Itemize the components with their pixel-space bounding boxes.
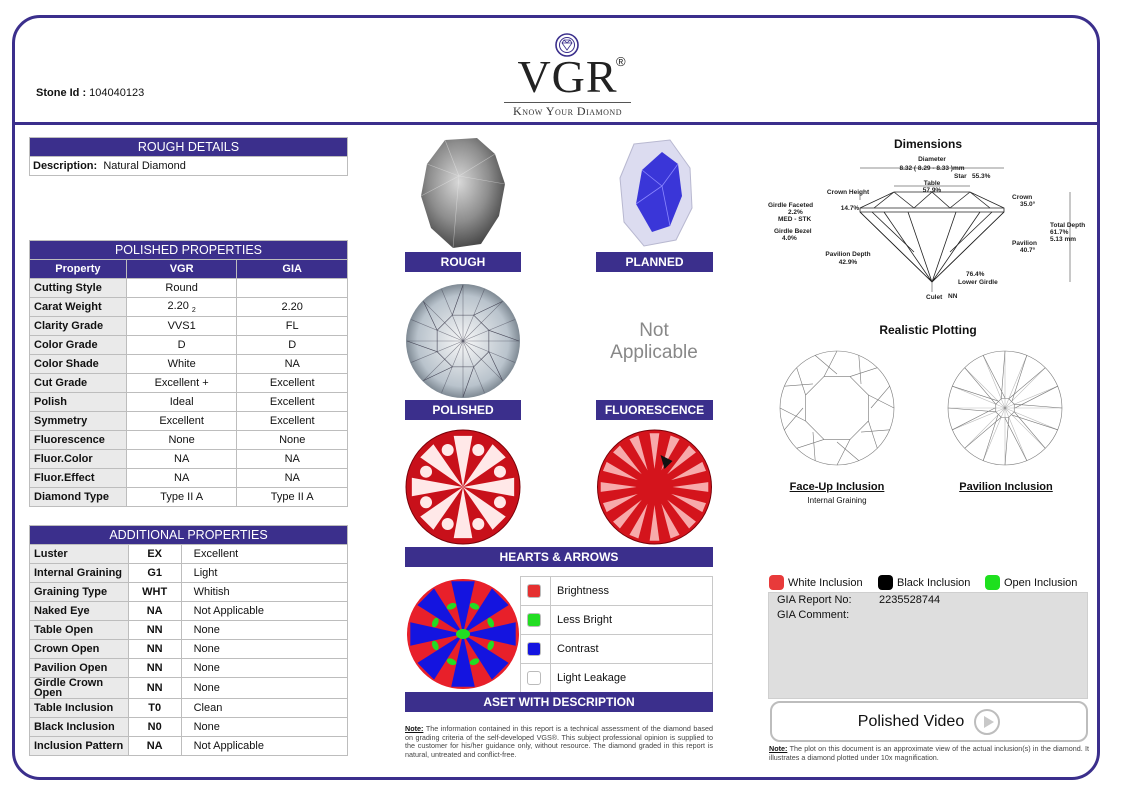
property-code: NN xyxy=(128,640,181,659)
aset-swatch-cell xyxy=(521,577,551,606)
gia-info-box xyxy=(768,592,1088,699)
stone-id-value: 104040123 xyxy=(89,87,145,99)
aset-swatch xyxy=(527,642,541,656)
open-inclusion-label: Open Inclusion xyxy=(1004,576,1078,589)
table-label: Table xyxy=(923,180,941,187)
stone-id-label: Stone Id : xyxy=(36,87,87,99)
property-name: Polish xyxy=(30,393,127,412)
vgr-value-text: Excellent xyxy=(159,415,204,427)
registered-mark: ® xyxy=(616,54,626,69)
property-name: Pavilion Open xyxy=(30,659,129,678)
property-name: Inclusion Pattern xyxy=(30,737,129,756)
fluorescence-caption: FLUORESCENCE xyxy=(596,400,713,420)
property-value: Light xyxy=(181,564,347,583)
fluorescence-na-line2: Applicable xyxy=(610,342,698,363)
culet-label: Culet xyxy=(926,294,943,301)
gia-report-value: 2235528744 xyxy=(879,594,941,606)
vgr-value-text: Excellent + xyxy=(154,377,209,389)
diameter-label: Diameter xyxy=(918,156,946,163)
property-code: N0 xyxy=(128,718,181,737)
pavilion-depth-value: 42.9% xyxy=(838,259,858,266)
vgr-value xyxy=(126,317,237,336)
table-value: 57.9% xyxy=(922,187,942,194)
diamond-seal-icon xyxy=(554,32,580,58)
report-note xyxy=(405,725,713,760)
girdle-faceted-value: 2.2% xyxy=(788,209,803,216)
planned-caption: PLANNED xyxy=(596,252,713,272)
aset-legend-row xyxy=(521,664,713,693)
property-code: T0 xyxy=(128,699,181,718)
lower-girdle-value: 76.4% xyxy=(966,271,985,278)
column-header-vgr: VGR xyxy=(126,260,237,279)
polished-row xyxy=(30,412,348,431)
vgr-value-text: VVS1 xyxy=(167,320,196,332)
faceup-inclusion-link[interactable]: Face-Up Inclusion xyxy=(789,481,885,493)
vgr-value xyxy=(126,279,237,298)
white-inclusion-swatch xyxy=(769,575,784,590)
girdle-faceted-label: Girdle Faceted xyxy=(768,202,814,209)
property-name: Crown Open xyxy=(30,640,129,659)
property-name: Table Open xyxy=(30,621,129,640)
property-code: NN xyxy=(128,659,181,678)
plot-note-label: Note: xyxy=(769,744,788,753)
property-code: NA xyxy=(128,737,181,756)
gia-value: Type II A xyxy=(237,488,348,507)
aset-swatch xyxy=(527,584,541,598)
property-name: Carat Weight xyxy=(30,298,127,317)
aset-swatch-cell xyxy=(521,635,551,664)
crown-value: 35.0° xyxy=(1020,201,1036,208)
gia-value xyxy=(237,279,348,298)
property-name: Graining Type xyxy=(30,583,129,602)
aset-legend-label: Light Leakage xyxy=(551,664,713,693)
total-depth-label: Total Depth xyxy=(1050,222,1086,229)
brand-name: VGR xyxy=(517,51,618,102)
property-name: Luster xyxy=(30,545,129,564)
plot-note xyxy=(769,745,1089,762)
vgr-value xyxy=(126,412,237,431)
aset-legend xyxy=(520,576,713,693)
dimensions-diagram xyxy=(764,152,1094,304)
vgr-value-text: Type II A xyxy=(160,491,204,503)
polished-row xyxy=(30,317,348,336)
arrows-image xyxy=(596,429,713,545)
header-divider xyxy=(12,122,1100,125)
vgr-value-text: D xyxy=(177,339,186,351)
gia-comment-label: GIA Comment: xyxy=(777,609,850,621)
vgr-value xyxy=(126,488,237,507)
report-note-label: Note: xyxy=(405,724,424,733)
property-value: None xyxy=(181,640,347,659)
pavilion-plot xyxy=(946,349,1064,467)
plotting-title: Realistic Plotting xyxy=(879,323,977,337)
property-name: Girdle Crown Open xyxy=(30,678,129,699)
pavilion-depth-label: Pavilion Depth xyxy=(825,251,871,258)
property-name: Diamond Type xyxy=(30,488,127,507)
report-note-text: The information contained in this report is a technical assessment of the diamond based on grading criteria of the self-developed VGS®. This subject professional opinion is supplied to the customer for his/her guidance only, without resource. The diamond graded in this report is natural, untreated and conflict-free. xyxy=(405,724,713,760)
property-name: Internal Graining xyxy=(30,564,129,583)
additional-row xyxy=(30,602,348,621)
star-label: Star xyxy=(954,173,967,180)
polished-row xyxy=(30,450,348,469)
polished-diamond-image xyxy=(405,283,521,399)
property-name: Fluor.Effect xyxy=(30,469,127,488)
additional-row xyxy=(30,678,348,699)
property-code: NA xyxy=(128,602,181,621)
additional-properties-title: ADDITIONAL PROPERTIES xyxy=(30,526,348,545)
stone-id xyxy=(36,87,144,99)
polished-caption: POLISHED xyxy=(405,400,521,420)
hearts-arrows-caption: HEARTS & ARROWS xyxy=(405,547,713,567)
property-value: Excellent xyxy=(181,545,347,564)
property-name: Fluor.Color xyxy=(30,450,127,469)
fluorescence-na-line1: Not xyxy=(639,320,669,341)
vgr-value xyxy=(126,431,237,450)
property-value: None xyxy=(181,621,347,640)
polished-row xyxy=(30,488,348,507)
polished-row xyxy=(30,279,348,298)
property-name: Clarity Grade xyxy=(30,317,127,336)
gia-value: Excellent xyxy=(237,393,348,412)
play-icon xyxy=(974,709,1000,735)
polished-row xyxy=(30,374,348,393)
vgr-value xyxy=(126,469,237,488)
girdle-bezel-value: 4.0% xyxy=(782,235,797,242)
property-name: Black Inclusion xyxy=(30,718,129,737)
gia-value: NA xyxy=(237,450,348,469)
polished-properties-table xyxy=(29,240,348,507)
aset-legend-row xyxy=(521,635,713,664)
open-inclusion-swatch xyxy=(985,575,1000,590)
aset-image xyxy=(406,578,520,690)
property-value: None xyxy=(181,718,347,737)
vgr-value-text: Ideal xyxy=(169,396,194,408)
polished-row xyxy=(30,298,348,317)
property-value: None xyxy=(181,678,347,699)
crown-height-label: Crown Height xyxy=(826,189,870,196)
polished-properties-title: POLISHED PROPERTIES xyxy=(30,241,348,260)
rough-description-label: Description: xyxy=(33,160,98,172)
vgr-value xyxy=(126,374,237,393)
vgr-value-text: None xyxy=(168,434,195,446)
black-inclusion-label: Black Inclusion xyxy=(897,576,971,589)
additional-row xyxy=(30,545,348,564)
vgr-value-text: 2.20 xyxy=(167,299,189,312)
crown-height-value: 14.7% xyxy=(840,205,860,212)
aset-caption: ASET WITH DESCRIPTION xyxy=(405,692,713,712)
girdle-value: MED - STK xyxy=(778,216,812,223)
aset-swatch-cell xyxy=(521,606,551,635)
gia-value: Excellent xyxy=(237,374,348,393)
gia-value: Excellent xyxy=(237,412,348,431)
polished-row xyxy=(30,469,348,488)
white-inclusion-label: White Inclusion xyxy=(788,576,863,589)
polished-video-button[interactable] xyxy=(770,701,1088,742)
additional-row xyxy=(30,640,348,659)
property-value: Whitish xyxy=(181,583,347,602)
diameter-value: 8.32 ( 8.29 - 8.33 )mm xyxy=(899,165,965,172)
crown-label: Crown xyxy=(1012,194,1033,201)
aset-legend-label: Contrast xyxy=(551,635,713,664)
additional-row xyxy=(30,699,348,718)
polished-row xyxy=(30,393,348,412)
property-code: NN xyxy=(128,621,181,640)
rough-description-value: Natural Diamond xyxy=(103,160,186,172)
lower-girdle-label: Lower Girdle xyxy=(958,279,998,286)
star-value: 55.3% xyxy=(972,173,991,180)
polished-video-label: Polished Video xyxy=(857,712,965,730)
column-header-gia: GIA xyxy=(237,260,348,279)
polished-row xyxy=(30,431,348,450)
hearts-image xyxy=(405,429,521,545)
aset-legend-label: Less Bright xyxy=(551,606,713,635)
rough-caption: ROUGH xyxy=(405,252,521,272)
pavilion-inclusion-link[interactable]: Pavilion Inclusion xyxy=(959,481,1053,493)
vgr-value xyxy=(126,450,237,469)
vgr-value-text: NA xyxy=(174,453,190,465)
additional-row xyxy=(30,718,348,737)
vgr-value-text: NA xyxy=(174,472,190,484)
rough-description xyxy=(30,157,348,176)
gia-value: NA xyxy=(237,469,348,488)
property-value: Not Applicable xyxy=(181,737,347,756)
total-depth-percent: 61.7% xyxy=(1050,229,1069,236)
vgr-value xyxy=(126,298,237,317)
vgr-value-sub: 2 xyxy=(191,307,196,315)
rough-details-table xyxy=(29,137,348,176)
plot-note-text: The plot on this document is an approximate view of the actual inclusion(s) in the diamond. It illustrates a diamond plotted under 10x magnification. xyxy=(769,744,1089,762)
aset-legend-row xyxy=(521,577,713,606)
column-header-property: Property xyxy=(30,260,127,279)
white-inclusion-legend xyxy=(769,575,863,590)
property-value: Not Applicable xyxy=(181,602,347,621)
faceup-plot xyxy=(778,349,896,467)
vgr-value-text: White xyxy=(167,358,196,370)
property-code: WHT xyxy=(128,583,181,602)
additional-row xyxy=(30,583,348,602)
property-code: EX xyxy=(128,545,181,564)
rough-details-title: ROUGH DETAILS xyxy=(30,138,348,157)
gia-value: D xyxy=(237,336,348,355)
gia-value: None xyxy=(237,431,348,450)
property-value: None xyxy=(181,659,347,678)
aset-legend-label: Brightness xyxy=(551,577,713,606)
polished-row xyxy=(30,355,348,374)
property-name: Table Inclusion xyxy=(30,699,129,718)
aset-swatch-cell xyxy=(521,664,551,693)
property-code: G1 xyxy=(128,564,181,583)
gia-report-label: GIA Report No: xyxy=(777,594,852,606)
aset-legend-row xyxy=(521,606,713,635)
girdle-bezel-label: Girdle Bezel xyxy=(774,228,812,235)
property-name: Color Grade xyxy=(30,336,127,355)
planned-diamond-image xyxy=(614,138,698,250)
property-name: Color Shade xyxy=(30,355,127,374)
total-depth-mm: 5.13 mm xyxy=(1050,236,1077,243)
black-inclusion-legend xyxy=(878,575,970,590)
gia-value: FL xyxy=(237,317,348,336)
additional-row xyxy=(30,659,348,678)
brand-logo xyxy=(500,32,635,118)
property-code: NN xyxy=(128,678,181,699)
vgr-value xyxy=(126,355,237,374)
rough-diamond-image xyxy=(415,136,511,252)
property-name: Cutting Style xyxy=(30,279,127,298)
gia-value: NA xyxy=(237,355,348,374)
polished-row xyxy=(30,336,348,355)
open-inclusion-legend xyxy=(985,575,1077,590)
pavilion-value: 40.7° xyxy=(1020,247,1036,254)
vgr-value-text: Round xyxy=(165,282,198,294)
property-name: Naked Eye xyxy=(30,602,129,621)
pavilion-label: Pavilion xyxy=(1012,240,1037,247)
black-inclusion-swatch xyxy=(878,575,893,590)
fluorescence-not-applicable xyxy=(598,320,710,364)
additional-row xyxy=(30,564,348,583)
culet-value: NN xyxy=(948,293,958,300)
additional-row xyxy=(30,737,348,756)
faceup-inclusion-sub: Internal Graining xyxy=(807,496,867,505)
property-name: Fluorescence xyxy=(30,431,127,450)
dimensions-title: Dimensions xyxy=(893,137,962,151)
brand-tagline: Know Your Diamond xyxy=(504,102,631,119)
property-value: Clean xyxy=(181,699,347,718)
property-name: Cut Grade xyxy=(30,374,127,393)
aset-swatch xyxy=(527,613,541,627)
additional-row xyxy=(30,621,348,640)
aset-swatch xyxy=(527,671,541,685)
vgr-value xyxy=(126,336,237,355)
vgr-value xyxy=(126,393,237,412)
property-name: Symmetry xyxy=(30,412,127,431)
additional-properties-table xyxy=(29,525,348,756)
gia-value: 2.20 xyxy=(237,298,348,317)
